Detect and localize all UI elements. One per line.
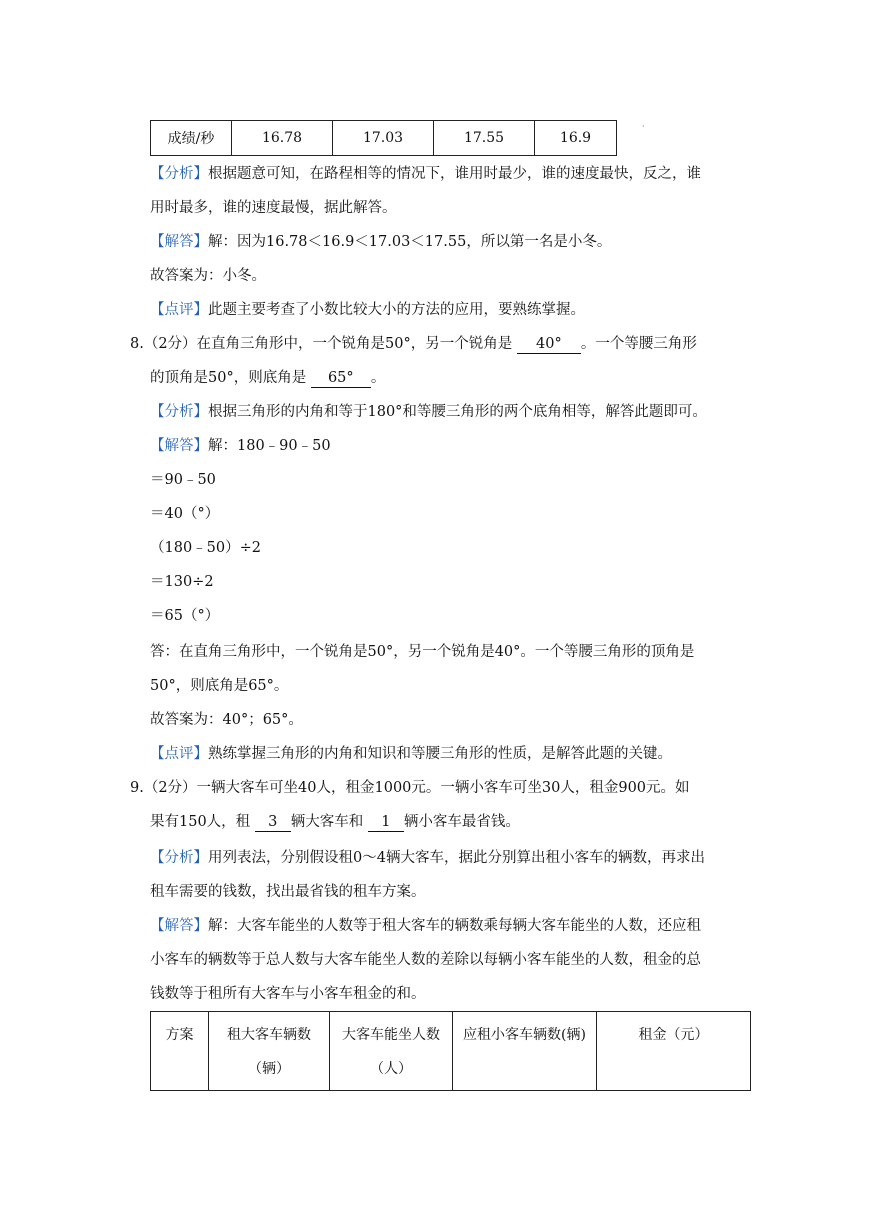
analysis-tag: 【分析】 xyxy=(150,404,208,420)
q8-step: ＝65（°） xyxy=(150,608,220,624)
table-header: 方案 xyxy=(151,1012,209,1091)
q9-answer-cont: 小客车的辆数等于总人数与大客车能坐人数的差除以每辆小客车能坐的人数，租金的总 xyxy=(150,952,701,968)
q7-final: 故答案为：小冬。 xyxy=(150,268,266,284)
table-header: 租金（元） xyxy=(597,1012,751,1091)
table-header: 大客车能坐人数（人） xyxy=(330,1012,453,1091)
q8-reply-cont: 50°，则底角是65°。 xyxy=(150,678,289,694)
answer-blank: 65° xyxy=(311,369,371,388)
analysis-tag: 【分析】 xyxy=(150,850,208,866)
answer-tag: 【解答】 xyxy=(150,918,208,934)
q9-answer: 【解答】解：大客车能坐的人数等于租大客车的辆数乘每辆大客车能坐的人数，还应租 xyxy=(150,918,701,934)
comment-tag: 【点评】 xyxy=(150,746,208,762)
table-cell: 16.9 xyxy=(535,121,617,156)
table-cell: 16.78 xyxy=(232,121,333,156)
analysis-tag: 【分析】 xyxy=(150,166,208,182)
q8-answer: 【解答】解：180﹣90﹣50 xyxy=(150,438,331,454)
q8-step: ＝40（°） xyxy=(150,506,220,522)
table-cell: 17.03 xyxy=(333,121,434,156)
q9-analysis-cont: 租车需要的钱数，找出最省钱的租车方案。 xyxy=(150,884,426,900)
q8-reply: 答：在直角三角形中，一个锐角是50°，另一个锐角是40°。一个等腰三角形的顶角是 xyxy=(150,644,695,660)
q7-analysis-cont: 用时最多，谁的速度最慢，据此解答。 xyxy=(150,200,397,216)
answer-blank: 1 xyxy=(368,813,404,832)
q9-stem: 9.（2分）一辆大客车可坐40人，租金1000元。一辆小客车可坐30人，租金900元。如 xyxy=(130,780,690,796)
q8-step: ＝90﹣50 xyxy=(150,472,216,488)
q7-analysis: 【分析】根据题意可知，在路程相等的情况下，谁用时最少，谁的速度最快，反之，谁 xyxy=(150,166,701,182)
q8-final: 故答案为：40°；65°。 xyxy=(150,712,303,728)
answer-blank: 40° xyxy=(517,335,581,354)
score-table xyxy=(150,120,617,156)
q9-answer-cont: 钱数等于租所有大客车与小客车租金的和。 xyxy=(150,986,426,1002)
table-header: 应租小客车辆数(辆) xyxy=(453,1012,597,1091)
table-cell: 17.55 xyxy=(434,121,535,156)
q8-stem: 8.（2分）在直角三角形中，一个锐角是50°，另一个锐角是 40° 。一个等腰三角形 xyxy=(130,336,697,352)
q7-answer: 【解答】解：因为16.78＜16.9＜17.03＜17.55，所以第一名是小冬。 xyxy=(150,234,612,250)
stray-dot: · xyxy=(642,122,645,131)
table-header: 租大客车辆数（辆） xyxy=(209,1012,330,1091)
answer-tag: 【解答】 xyxy=(150,438,208,454)
q8-step: ＝130÷2 xyxy=(150,574,214,590)
comment-tag: 【点评】 xyxy=(150,302,208,318)
table-header-row xyxy=(151,1012,751,1091)
answer-blank: 3 xyxy=(255,813,291,832)
q8-step: （180﹣50）÷2 xyxy=(150,540,262,556)
q9-analysis: 【分析】用列表法，分别假设租0～4辆大客车，据此分别算出租小客车的辆数，再求出 xyxy=(150,850,705,866)
q8-comment: 【点评】熟练掌握三角形的内角和知识和等腰三角形的性质，是解答此题的关键。 xyxy=(150,746,672,762)
q8-stem-cont: 的顶角是50°，则底角是 65° 。 xyxy=(150,370,386,386)
q9-stem-cont: 果有150人，租 3 辆大客车和 1 辆小客车最省钱。 xyxy=(150,814,520,830)
q7-comment: 【点评】此题主要考查了小数比较大小的方法的应用，要熟练掌握。 xyxy=(150,302,585,318)
answer-tag: 【解答】 xyxy=(150,234,208,250)
table-cell-label: 成绩/秒 xyxy=(151,121,232,156)
rental-plan-table xyxy=(150,1011,751,1091)
q8-analysis: 【分析】根据三角形的内角和等于180°和等腰三角形的两个底角相等，解答此题即可。 xyxy=(150,404,707,420)
table-row xyxy=(151,121,617,156)
